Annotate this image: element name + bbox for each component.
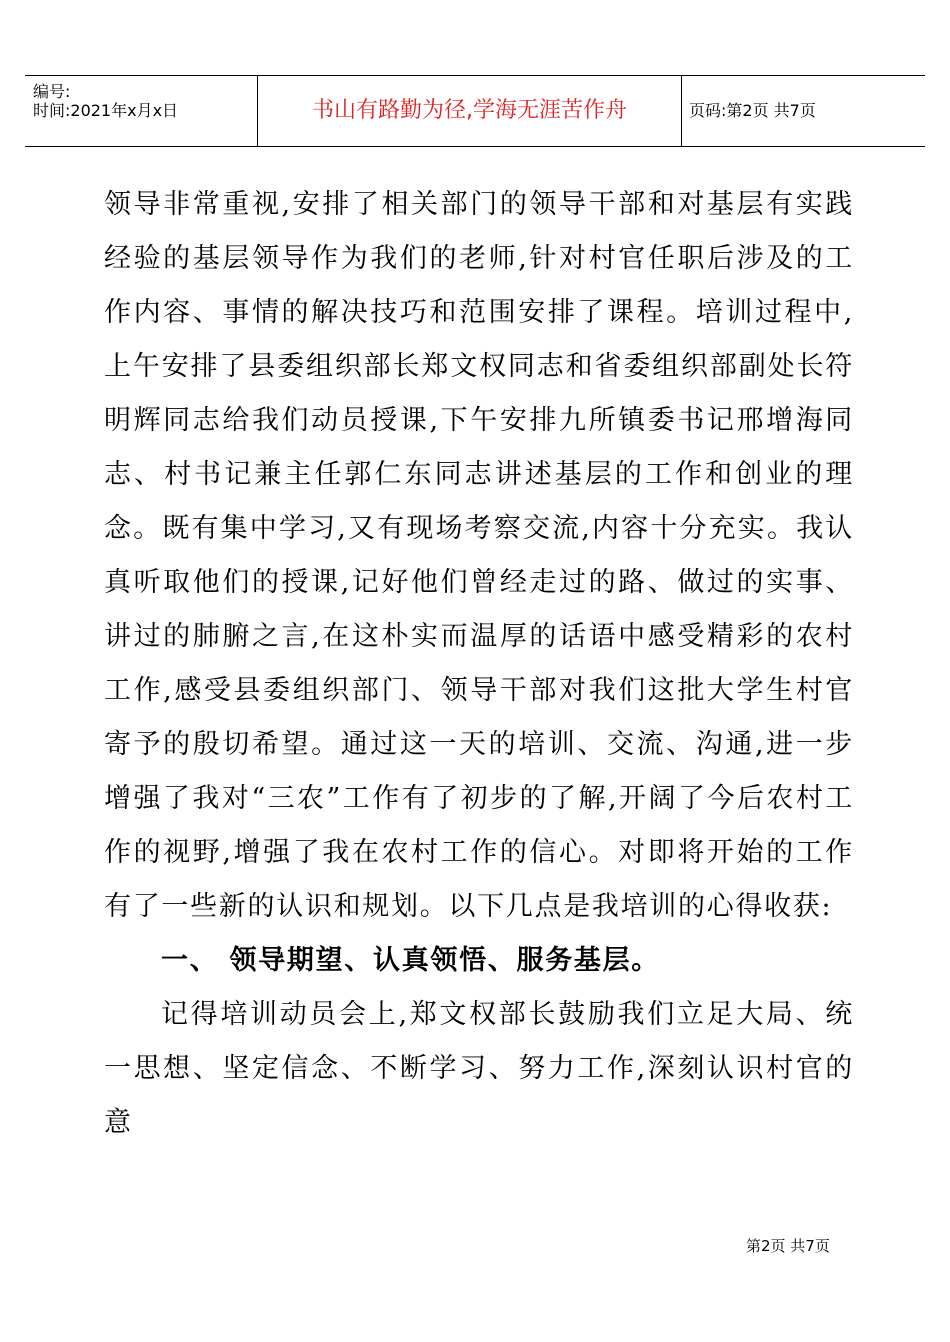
header-meta [33, 82, 178, 120]
serial-number-label: 编号: [33, 82, 71, 101]
document-body [104, 178, 854, 1150]
header-page-info: 页码:第2页 共7页 [689, 101, 816, 120]
body-paragraph: 领导非常重视,安排了相关部门的领导干部和对基层有实践经验的基层领导作为我们的老师,针对村官任职后涉及的工作内容、事情的解决技巧和范围安排了课程。培训过程中,上午安排了县委组织部长郑文权同志和省委组织部副处长符明辉同志给我们动员授课,下午安排九所镇委书记邢增海同志、村书记兼主任郭仁东同志讲述基层的工作和创业的理念。既有集中学习,又有现场考察交流,内容十分充实。我认真听取他们的授课,记好他们曾经走过的路、做过的实事、讲过的肺腑之言,在这朴实而温厚的话语中感受精彩的农村工作,感受县委组织部门、领导干部对我们这批大学生村官寄予的殷切希望。通过这一天的培训、交流、沟通,进一步增强了我对“三农”工作有了初步的了解,开阔了今后农村工作的视野,增强了我在农村工作的信心。对即将开始的工作有了一些新的认识和规划。以下几点是我培训的心得收获: [104, 189, 854, 922]
page-header [25, 75, 925, 147]
header-motto: 书山有路勤为径,学海无涯苦作舟 [312, 98, 627, 123]
page-footer: 第2页 共7页 [746, 1237, 830, 1255]
header-divider [681, 76, 682, 146]
body-paragraph: 记得培训动员会上,郑文权部长鼓励我们立足大局、统一思想、坚定信念、不断学习、努力工作,深刻认识村官的意 [104, 999, 854, 1138]
section-heading: 一、 领导期望、认真领悟、服务基层。 [161, 945, 660, 976]
date-label: 时间:2021年x月x日 [33, 101, 179, 120]
